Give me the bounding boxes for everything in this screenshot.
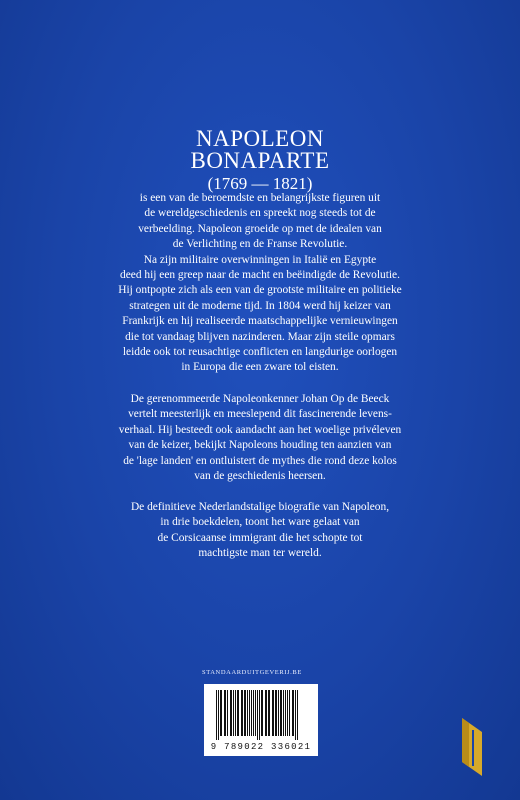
isbn-barcode [204,684,318,756]
title-line-2: BONAPARTE [190,148,330,173]
blurb-line: is een van de beroemdste en belangrijkste figuren uit [139,192,381,204]
blurb-line: de Corsicaanse immigrant die het schopte tot [157,531,363,544]
barcode-bars [214,690,308,742]
blurb-paragraph-3 [74,500,446,562]
blurb-line: strategen uit de moderne tijd. In 1804 werd hij keizer van [129,299,391,312]
blurb-line: machtigste man ter wereld. [198,547,322,560]
blurb-line: verhaal. Hij besteedt ook aandacht aan het woelige privéleven [118,423,402,436]
blurb-paragraph-2 [74,392,446,484]
blurb-line: verbeelding. Napoleon groeide op met de idealen van [138,222,382,235]
isbn-digits: 9 789022 336021 [210,742,312,752]
life-years: (1769 — 1821) [207,174,313,193]
blurb-line: De gerenommeerde Napoleonkenner Johan Op de Beeck [130,393,390,405]
publisher-url: STANDAARDUITGEVERIJ.BE [202,669,302,676]
blurb-line: De definitieve Nederlandstalige biografie van Napoleon, [130,501,390,513]
blurb-line: deed hij een greep naar de macht en beëindigde de Revolutie. [120,269,400,282]
blurb-line: in drie boekdelen, toont het ware gelaat van [160,516,360,529]
blurb-line: de wereldgeschiedenis en spreekt nog steeds tot de [144,207,376,220]
blurb-line: de Verlichting en de Franse Revolutie. [172,238,348,251]
blurb-line: Frankrijk en hij realiseerde maatschappelijke vernieuwingen [122,315,398,328]
blurb-line: leidde ook tot reusachtige conflicten en langdurige oorlogen [122,346,398,359]
blurb-line: van de geschiedenis heersen. [194,470,326,483]
blurb-line: de 'lage landen' en ontluistert de mythes die rond deze kolos [123,454,397,467]
blurb-paragraph-1 [74,191,446,376]
blurb-line: Hij ontpopte zich als een van de grootste militaire en politieke [118,284,402,297]
book-title [0,128,520,172]
publisher-logo-icon [456,716,486,778]
blurb-line: Na zijn militaire overwinningen in Italië en Egypte [143,253,377,266]
blurb-line: die tot vandaag blijven nazinderen. Maar zijn steile opmars [125,330,395,343]
blurb-line: in Europa die een zware tol eisten. [181,361,339,374]
blurb-line: van de keizer, bekijkt Napoleons houding ten aanzien van [128,439,392,452]
title-line-1: NAPOLEON [196,126,324,151]
blurb-line: vertelt meesterlijk en meeslepend dit fascinerende levens- [128,408,392,421]
